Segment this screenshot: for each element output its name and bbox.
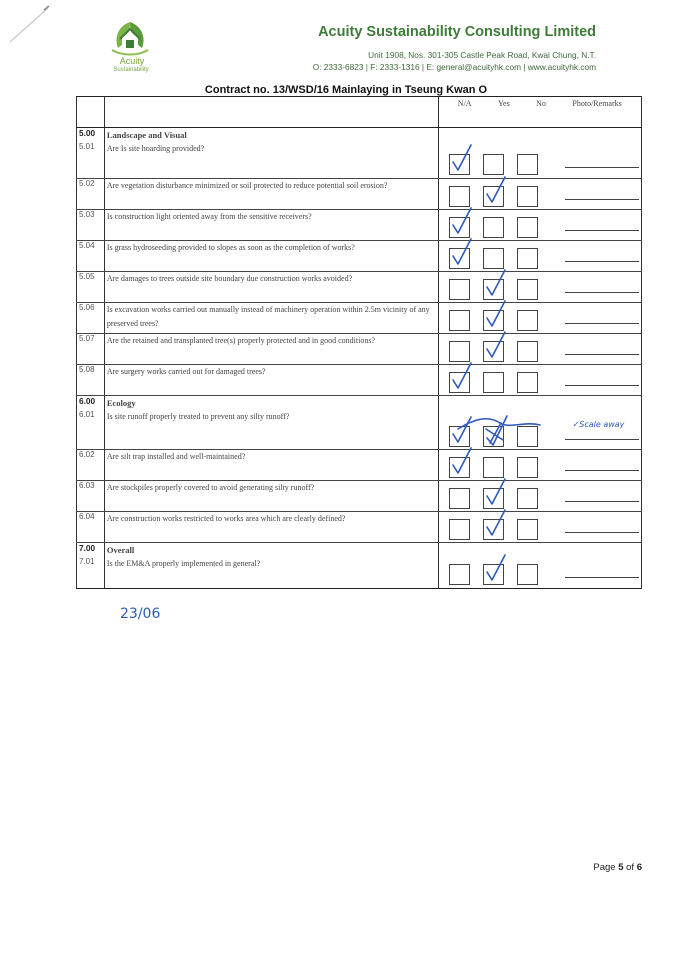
answer-boxes — [449, 279, 538, 300]
item-number: 6.03 — [77, 481, 105, 512]
checkbox-no[interactable] — [517, 248, 538, 269]
item-number: 5.01 — [77, 142, 105, 178]
checkbox-na[interactable] — [449, 564, 470, 585]
company-address: Unit 1908, Nos. 301-305 Castle Peak Road, Kwai Chung, N.T. — [368, 50, 596, 60]
checkbox-no[interactable] — [517, 217, 538, 238]
checkbox-yes[interactable] — [483, 341, 504, 362]
checkbox-yes[interactable] — [483, 154, 504, 175]
column-na: N/A — [457, 99, 472, 108]
remarks-line[interactable] — [565, 167, 639, 168]
section-title: Overall — [104, 543, 438, 558]
section-row — [77, 543, 642, 558]
header-answer-cell — [438, 97, 641, 128]
checklist-row — [77, 302, 642, 333]
handwritten-date: 23/06 — [120, 606, 161, 622]
item-answer-cell — [438, 302, 641, 333]
checkbox-yes[interactable] — [483, 248, 504, 269]
section-answer-cell — [438, 128, 641, 143]
item-answer-cell — [438, 410, 641, 450]
item-number: 5.02 — [77, 178, 105, 209]
checkbox-na[interactable] — [449, 341, 470, 362]
remarks-line[interactable] — [565, 439, 639, 440]
checkbox-na[interactable] — [449, 279, 470, 300]
answer-boxes — [449, 457, 538, 478]
item-answer-cell — [438, 240, 641, 271]
item-number: 5.06 — [77, 302, 105, 333]
remarks-line[interactable] — [565, 470, 639, 471]
item-answer-cell — [438, 209, 641, 240]
item-question: Is grass hydroseeding provided to slopes as soon as the completion of works? — [104, 240, 438, 271]
checkbox-yes[interactable] — [483, 310, 504, 331]
checkbox-na[interactable] — [449, 519, 470, 540]
item-number: 7.01 — [77, 557, 105, 588]
checkbox-no[interactable] — [517, 372, 538, 393]
checkbox-yes[interactable] — [483, 186, 504, 207]
checklist-row — [77, 512, 642, 543]
remarks-line[interactable] — [565, 199, 639, 200]
checklist-row — [77, 240, 642, 271]
remarks-line[interactable] — [565, 532, 639, 533]
checklist-row — [77, 364, 642, 395]
checkbox-na[interactable] — [449, 372, 470, 393]
answer-boxes — [449, 186, 538, 207]
checkbox-na[interactable] — [449, 310, 470, 331]
item-answer-cell — [438, 364, 641, 395]
section-answer-cell — [438, 395, 641, 410]
answer-boxes — [449, 341, 538, 362]
tick-mark-icon — [481, 330, 511, 364]
tick-mark-icon — [481, 299, 511, 333]
checkbox-no[interactable] — [517, 426, 538, 447]
checkbox-na[interactable] — [449, 186, 470, 207]
tick-mark-icon — [481, 477, 511, 511]
checklist-row — [77, 333, 642, 364]
section-answer-cell — [438, 543, 641, 558]
column-no: No — [536, 99, 546, 108]
logo-subtitle: Sustainability — [113, 67, 149, 73]
section-number: 7.00 — [77, 543, 105, 558]
item-number: 5.07 — [77, 333, 105, 364]
item-number: 6.04 — [77, 512, 105, 543]
item-question: Are vegetation disturbance minimized or soil protected to reduce potential soil erosion? — [104, 178, 438, 209]
item-number: 5.04 — [77, 240, 105, 271]
checkbox-no[interactable] — [517, 341, 538, 362]
table-header-row — [77, 97, 642, 128]
item-question: Are silt trap installed and well-maintained? — [104, 450, 438, 481]
item-answer-cell — [438, 178, 641, 209]
item-question: Is construction light oriented away from the sensitive receivers? — [104, 209, 438, 240]
header-num-cell — [77, 97, 105, 128]
remarks-line[interactable] — [565, 501, 639, 502]
checkbox-na[interactable] — [449, 154, 470, 175]
contract-title: Contract no. 13/WSD/16 Mainlaying in Tseung Kwan O — [204, 84, 488, 96]
page-number: Page 5 of 6 — [593, 862, 642, 873]
item-answer-cell — [438, 481, 641, 512]
item-answer-cell — [438, 450, 641, 481]
checklist-row — [77, 209, 642, 240]
checkbox-yes[interactable] — [483, 519, 504, 540]
checkbox-no[interactable] — [517, 519, 538, 540]
item-question: Is the EM&A properly implemented in general? — [104, 557, 438, 588]
section-row — [77, 128, 642, 143]
checklist-table — [76, 96, 642, 589]
checkbox-no[interactable] — [517, 488, 538, 509]
checkbox-no[interactable] — [517, 310, 538, 331]
remarks-line[interactable] — [565, 385, 639, 386]
item-number: 5.03 — [77, 209, 105, 240]
company-contact: O: 2333-6823 | F: 2333-1316 | E: general@acuityhk.com | www.acuityhk.com — [312, 62, 596, 72]
checkbox-yes[interactable] — [483, 426, 504, 447]
checkbox-yes[interactable] — [483, 372, 504, 393]
remarks-line[interactable] — [565, 261, 639, 262]
checkbox-yes[interactable] — [483, 564, 504, 585]
item-answer-cell — [438, 142, 641, 178]
column-remarks: Photo/Remarks — [572, 99, 622, 108]
checkbox-na[interactable] — [449, 457, 470, 478]
checklist-row — [77, 410, 642, 450]
remarks-line[interactable] — [565, 230, 639, 231]
item-number: 5.05 — [77, 271, 105, 302]
handwritten-remark: ✓Scale away — [572, 419, 625, 429]
item-answer-cell — [438, 271, 641, 302]
checklist-row — [77, 142, 642, 178]
tick-mark-icon — [447, 206, 477, 240]
item-question: Are damages to trees outside site boundary due construction works avoided? — [104, 271, 438, 302]
header-question-cell — [104, 97, 438, 128]
checkbox-yes[interactable] — [483, 488, 504, 509]
answer-boxes — [449, 372, 538, 393]
item-question: Are construction works restricted to works area which are clearly defined? — [104, 512, 438, 543]
checklist-row — [77, 271, 642, 302]
section-row — [77, 395, 642, 410]
tick-mark-icon — [447, 143, 477, 177]
tick-mark-icon — [481, 508, 511, 542]
tick-mark-icon — [481, 175, 511, 209]
checkbox-yes[interactable] — [483, 457, 504, 478]
section-number: 6.00 — [77, 395, 105, 410]
logo-wordmark: Acuity — [119, 56, 145, 66]
item-answer-cell — [438, 512, 641, 543]
tick-mark-icon — [447, 237, 477, 271]
checkbox-yes[interactable] — [483, 279, 504, 300]
remarks-line[interactable] — [565, 354, 639, 355]
answer-boxes — [449, 310, 538, 331]
item-number: 6.01 — [77, 410, 105, 450]
section-title: Ecology — [104, 395, 438, 410]
remarks-line[interactable] — [565, 292, 639, 293]
checklist-row — [77, 557, 642, 588]
checklist-row — [77, 450, 642, 481]
item-question: Are surgery works carried out for damaged trees? — [104, 364, 438, 395]
answer-boxes — [449, 248, 538, 269]
item-question: Are stockpiles properly covered to avoid generating silty runoff? — [104, 481, 438, 512]
tick-mark-icon — [447, 361, 477, 395]
item-question: Is site runoff properly treated to prevent any silty runoff? — [104, 410, 438, 450]
checkbox-no[interactable] — [517, 457, 538, 478]
item-question: Are the retained and transplanted tree(s) properly protected and in good conditions? — [104, 333, 438, 364]
checkbox-no[interactable] — [517, 186, 538, 207]
remarks-line[interactable] — [565, 577, 639, 578]
checklist-row — [77, 481, 642, 512]
item-number: 6.02 — [77, 450, 105, 481]
tick-mark-icon — [481, 268, 511, 302]
section-title: Landscape and Visual — [104, 128, 438, 143]
item-question: Is excavation works carried out manually instead of machinery operation within 2.5m vicinity of any preserved trees? — [104, 302, 438, 333]
checkbox-no[interactable] — [517, 564, 538, 585]
checkbox-na[interactable] — [449, 488, 470, 509]
checkbox-na[interactable] — [449, 248, 470, 269]
pen-mark-icon — [8, 4, 52, 44]
answer-boxes — [449, 154, 538, 175]
item-question: Are Is site hoarding provided? — [104, 142, 438, 178]
tick-mark-icon — [447, 446, 477, 480]
checklist-row — [77, 178, 642, 209]
company-name: Acuity Sustainability Consulting Limited — [318, 24, 596, 40]
checkbox-no[interactable] — [517, 154, 538, 175]
checkbox-yes[interactable] — [483, 217, 504, 238]
item-answer-cell — [438, 557, 641, 588]
answer-boxes — [449, 488, 538, 509]
tick-mark-icon — [481, 553, 511, 587]
checkbox-no[interactable] — [517, 279, 538, 300]
section-number: 5.00 — [77, 128, 105, 143]
checkbox-na[interactable] — [449, 217, 470, 238]
answer-boxes — [449, 426, 538, 447]
answer-boxes — [449, 564, 538, 585]
answer-boxes — [449, 519, 538, 540]
column-yes: Yes — [498, 99, 510, 108]
remarks-line[interactable] — [565, 323, 639, 324]
answer-boxes — [449, 217, 538, 238]
item-number: 5.08 — [77, 364, 105, 395]
item-answer-cell — [438, 333, 641, 364]
